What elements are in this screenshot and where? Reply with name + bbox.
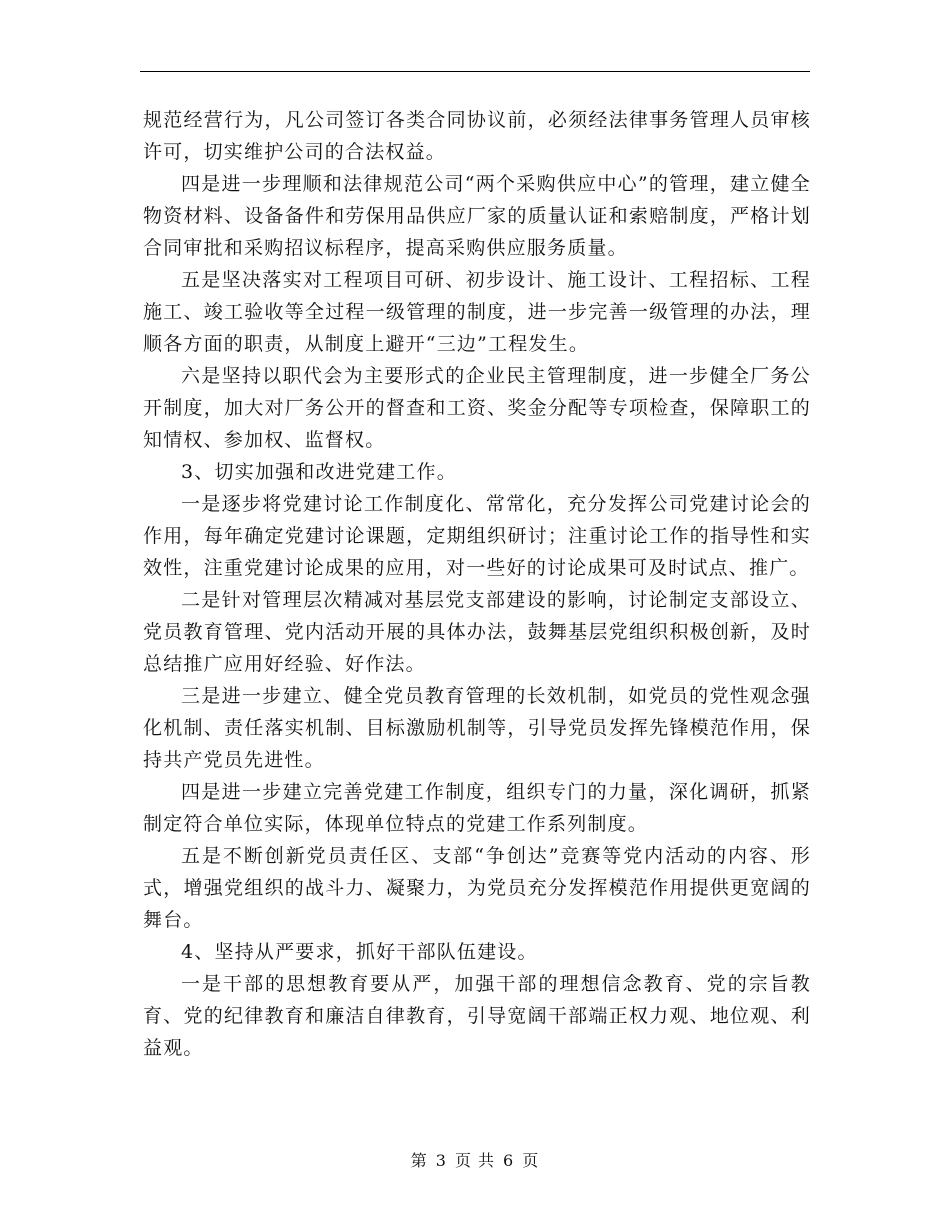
paragraph-8: 三是进一步建立、健全党员教育管理的长效机制，如党员的党性观念强化机制、责任落实机制、目标激励机制等，引导党员发挥先锋模范作用，保持共产党员先进性。 <box>143 685 811 771</box>
paragraph-10: 五是不断创新党员责任区、支部“争创达”竞赛等党内活动的内容、形式，增强党组织的战斗力、凝聚力，为党员充分发挥模范作用提供更宽阔的舞台。 <box>143 845 811 931</box>
paragraph-9: 四是进一步建立完善党建工作制度，组织专门的力量，深化调研，抓紧制定符合单位实际，体现单位特点的党建工作系列制度。 <box>143 781 811 835</box>
paragraph-1: 规范经营行为，凡公司签订各类合同协议前，必须经法律事务管理人员审核许可，切实维护公司的合法权益。 <box>143 109 811 163</box>
document-body <box>143 104 811 1064</box>
paragraph-12: 一是干部的思想教育要从严，加强干部的理想信念教育、党的宗旨教育、党的纪律教育和廉洁自律教育，引导宽阔干部端正权力观、地位观、利益观。 <box>143 973 811 1059</box>
footer-current-page: 3 <box>435 1151 447 1170</box>
page-footer <box>0 1148 950 1171</box>
footer-suffix: 页 <box>522 1151 540 1170</box>
footer-middle: 页 共 <box>454 1151 496 1170</box>
paragraph-6: 一是逐步将党建讨论工作制度化、常常化，充分发挥公司党建讨论会的作用，每年确定党建讨论课题，定期组织研讨；注重讨论工作的指导性和实效性，注重党建讨论成果的应用，对一些好的讨论成果可及时试点、推广。 <box>143 493 811 579</box>
footer-total-pages: 6 <box>503 1151 515 1170</box>
paragraph-7: 二是针对管理层次精减对基层党支部建设的影响，讨论制定支部设立、党员教育管理、党内活动开展的具体办法，鼓舞基层党组织积极创新，及时总结推广应用好经验、好作法。 <box>143 589 811 675</box>
footer-prefix: 第 <box>410 1151 428 1170</box>
header-rule <box>140 71 810 72</box>
paragraph-2: 四是进一步理顺和法律规范公司“两个采购供应中心”的管理，建立健全物资材料、设备备件和劳保用品供应厂家的质量认证和索赔制度，严格计划合同审批和采购招议标程序，提高采购供应服务质量。 <box>143 173 811 259</box>
paragraph-4: 六是坚持以职代会为主要形式的企业民主管理制度，进一步健全厂务公开制度，加大对厂务公开的督查和工资、奖金分配等专项检查，保障职工的知情权、参加权、监督权。 <box>143 365 811 451</box>
section-heading-3: 3、切实加强和改进党建工作。 <box>181 461 457 483</box>
paragraph-3: 五是坚决落实对工程项目可研、初步设计、施工设计、工程招标、工程施工、竣工验收等全过程一级管理的制度，进一步完善一级管理的办法，理顺各方面的职责，从制度上避开“三边”工程发生。 <box>143 269 811 355</box>
section-heading-4: 4、坚持从严要求，抓好干部队伍建设。 <box>181 941 538 963</box>
